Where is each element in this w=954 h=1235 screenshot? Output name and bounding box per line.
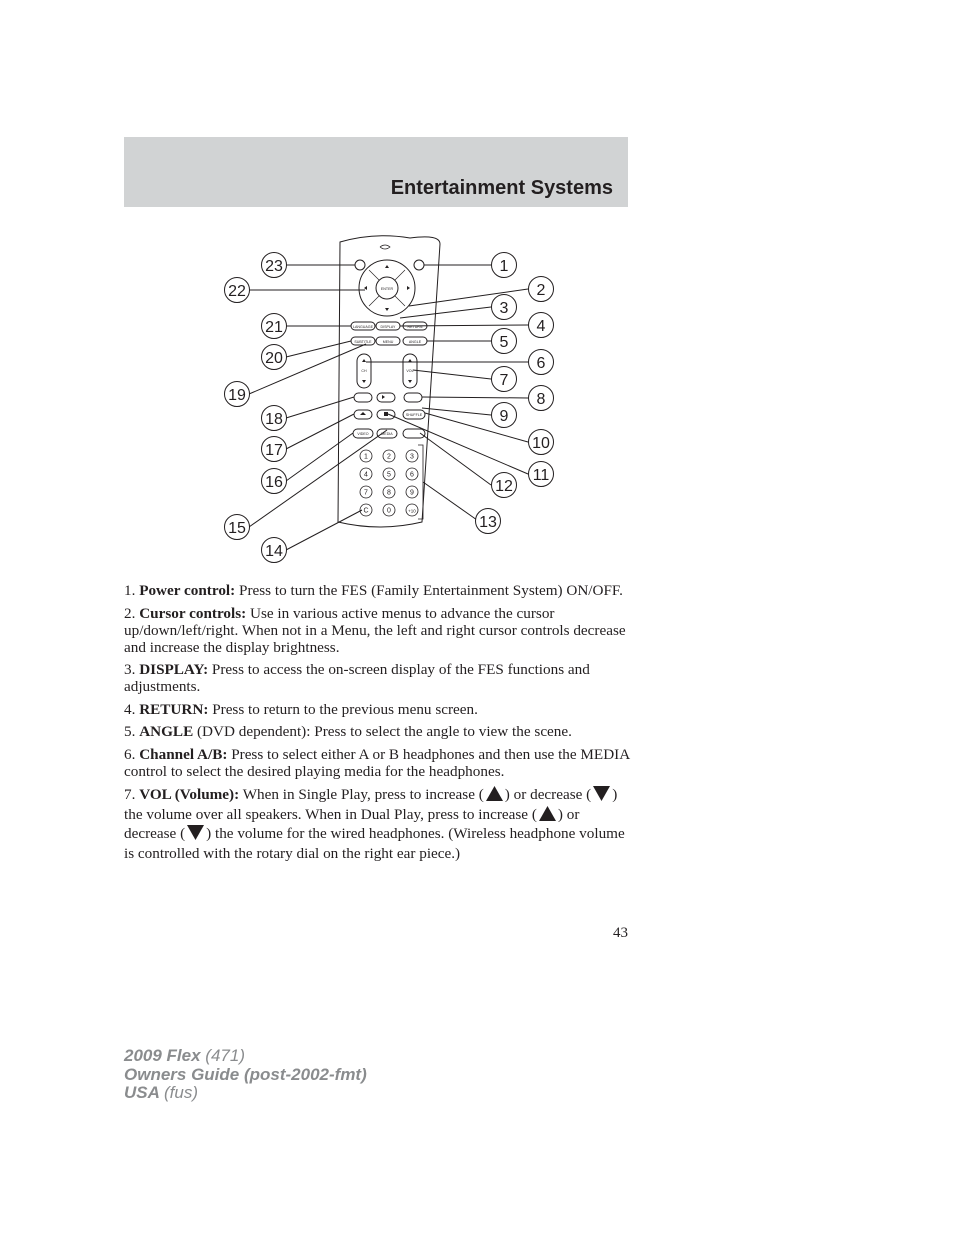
callout-10 <box>529 430 554 455</box>
svg-text:4: 4 <box>364 471 368 479</box>
svg-text:22: 22 <box>228 283 246 300</box>
keypad-key <box>360 450 372 462</box>
svg-text:RETURN: RETURN <box>407 325 423 329</box>
svg-text:9: 9 <box>499 408 509 425</box>
keypad-key <box>406 486 418 498</box>
svg-text:MENU: MENU <box>382 340 394 344</box>
svg-text:LANGUAGE: LANGUAGE <box>353 325 373 329</box>
svg-text:2: 2 <box>536 282 546 299</box>
triangle-up-icon <box>486 786 503 801</box>
keypad-key <box>383 504 395 516</box>
item-descriptions <box>124 582 630 869</box>
keypad-key <box>383 468 395 480</box>
svg-text:7: 7 <box>499 372 509 389</box>
svg-text:8: 8 <box>387 489 391 497</box>
numeric-keypad <box>360 450 418 516</box>
svg-text:1: 1 <box>364 453 368 461</box>
list-item: 3. DISPLAY: Press to access the on-screen display of the FES functions and adjustments. <box>124 661 590 695</box>
svg-text:8: 8 <box>536 391 546 408</box>
callout-15 <box>225 515 250 540</box>
callout-4 <box>529 313 554 338</box>
callout-9 <box>492 403 517 428</box>
list-item: 6. Channel A/B: Press to select either A or B headphones and then use the MEDIA control to select the desired playing media for the headphones. <box>124 745 630 780</box>
callout-12 <box>492 473 517 498</box>
callout-3 <box>492 295 517 320</box>
callout-21 <box>262 314 287 339</box>
keypad-key <box>406 504 418 516</box>
section-title: Entertainment Systems <box>390 177 613 199</box>
list-item: 7. VOL (Volume): When in Single Play, press to increase ( ) or decrease ( ) the volume over all speakers. When in Dual Play, press to increase ( ) or decrease ( ) the volume for the wired headphones. (Wireless headphone volume is controlled with the rotary dial on the right ear piece.) <box>124 786 625 862</box>
callout-14 <box>262 538 287 563</box>
svg-text:SUBTITLE: SUBTITLE <box>354 340 372 344</box>
callout-18 <box>262 406 287 431</box>
svg-text:6: 6 <box>536 355 546 372</box>
callout-5 <box>492 329 517 354</box>
power-button <box>414 260 424 270</box>
keypad-key <box>360 468 372 480</box>
svg-text:15: 15 <box>228 520 246 537</box>
keypad-key <box>360 486 372 498</box>
svg-text:16: 16 <box>265 474 283 491</box>
triangle-down-icon <box>187 825 204 840</box>
svg-text:ANGLE: ANGLE <box>408 340 422 344</box>
svg-text:3: 3 <box>499 300 509 317</box>
triangle-down-icon <box>593 786 610 801</box>
svg-text:CH: CH <box>361 369 367 373</box>
triangle-up-icon <box>539 806 556 821</box>
callout-2 <box>529 277 554 302</box>
svg-text:10: 10 <box>532 435 550 452</box>
keypad-key <box>406 468 418 480</box>
document-footer: 2009 Flex (471) Owners Guide (post-2002-fmt) USA (fus) <box>124 1046 367 1102</box>
remote-control-diagram <box>220 232 560 567</box>
svg-text:MEDIA: MEDIA <box>381 432 393 436</box>
svg-text:VIDEO: VIDEO <box>357 432 369 436</box>
callout-23 <box>262 253 287 278</box>
list-item: 1. Power control: Press to turn the FES (Family Entertainment System) ON/OFF. <box>124 582 623 599</box>
page-number: 43 <box>613 925 628 941</box>
svg-text:7: 7 <box>364 489 368 497</box>
svg-text:6: 6 <box>410 471 414 479</box>
svg-text:11: 11 <box>532 467 550 484</box>
svg-text:12: 12 <box>495 478 513 495</box>
svg-text:+10: +10 <box>408 508 416 514</box>
svg-text:DISPLAY: DISPLAY <box>380 325 396 329</box>
svg-text:2: 2 <box>387 453 391 461</box>
callout-22 <box>225 278 250 303</box>
svg-text:5: 5 <box>387 471 391 479</box>
svg-text:13: 13 <box>479 514 497 531</box>
section-header-band <box>124 137 628 207</box>
svg-text:18: 18 <box>265 411 283 428</box>
callout-20 <box>262 345 287 370</box>
svg-text:20: 20 <box>265 350 283 367</box>
svg-text:23: 23 <box>265 258 283 275</box>
svg-text:0: 0 <box>387 507 391 515</box>
list-item: 2. Cursor controls: Use in various active menus to advance the cursor up/down/left/right. When not in a Menu, the left and right cursor controls decrease and increase the display brightness. <box>124 604 626 656</box>
callout-1 <box>492 253 517 278</box>
keypad-key <box>383 486 395 498</box>
svg-text:VOL: VOL <box>406 369 414 373</box>
callout-11 <box>529 462 554 487</box>
list-item: 5. ANGLE (DVD dependent): Press to select the angle to view the scene. <box>124 723 572 740</box>
enter-label: ENTER <box>380 287 394 291</box>
svg-text:17: 17 <box>265 442 283 459</box>
callout-13 <box>476 509 501 534</box>
callout-17 <box>262 437 287 462</box>
svg-text:SHUFFLE: SHUFFLE <box>405 413 423 417</box>
light-button <box>355 260 365 270</box>
callout-6 <box>529 350 554 375</box>
callout-16 <box>262 469 287 494</box>
svg-text:19: 19 <box>228 387 246 404</box>
callout-7 <box>492 367 517 392</box>
svg-text:5: 5 <box>499 334 509 351</box>
svg-text:9: 9 <box>410 489 414 497</box>
svg-text:4: 4 <box>536 318 546 335</box>
svg-text:14: 14 <box>265 543 283 560</box>
svg-text:1: 1 <box>499 258 509 275</box>
list-item: 4. RETURN: Press to return to the previous menu screen. <box>124 700 478 718</box>
callout-8 <box>529 386 554 411</box>
keypad-key <box>383 450 395 462</box>
svg-text:3: 3 <box>410 453 414 461</box>
svg-text:21: 21 <box>265 319 283 336</box>
svg-text:C: C <box>363 507 369 515</box>
callout-19 <box>225 382 250 407</box>
keypad-key <box>406 450 418 462</box>
